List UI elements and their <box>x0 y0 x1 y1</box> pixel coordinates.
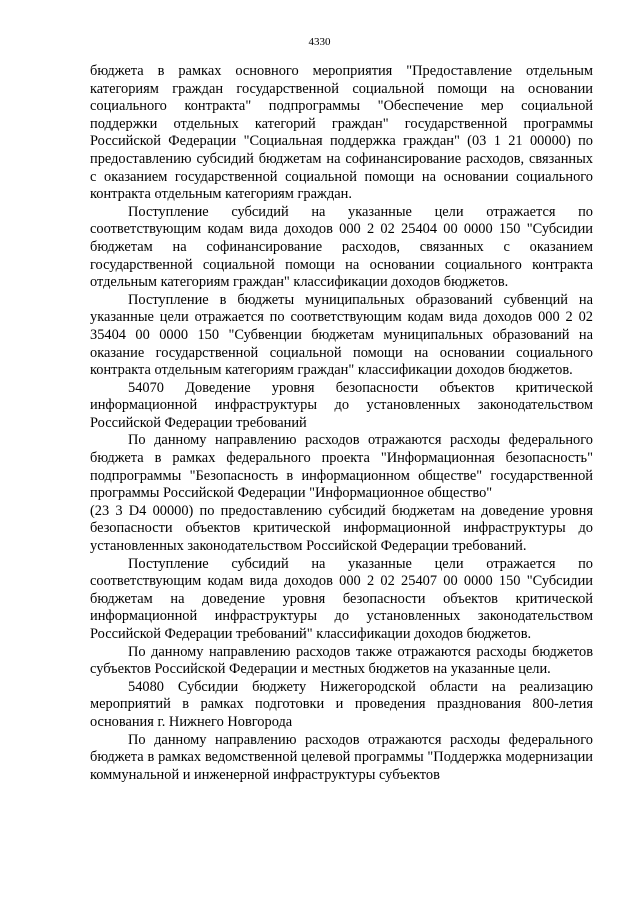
paragraph: По данному направлению расходов также отражаются расходы бюджетов субъектов Российской Федерации и местных бюджетов на указанные цели. <box>90 643 593 678</box>
paragraph: Поступление в бюджеты муниципальных образований субвенций на указанные цели отражается по соответствующим кодам вида доходов 000 2 02 35404 00 0000 150 "Субвенции бюджетам муниципальных образований на оказание государственной социальной помощи на основании социального контракта отдельным категориям граждан" классификации доходов бюджетов. <box>90 291 593 379</box>
page-number: 4330 <box>308 36 331 48</box>
paragraph: По данному направлению расходов отражаются расходы федерального бюджета в рамках ведомственной целевой программы "Поддержка модернизации коммунальной и инженерной инфраструктуры субъектов <box>90 731 593 783</box>
paragraph: (23 3 D4 00000) по предоставлению субсидий бюджетам на доведение уровня безопасности объектов критической информационной инфраструктуры до установленных законодательством Российской Федерации требований. <box>90 502 593 555</box>
section-heading: 54070 Доведение уровня безопасности объектов критической информационной инфраструктуры до установленных законодательством Российской Федерации требований <box>90 379 593 431</box>
paragraph: бюджета в рамках основного мероприятия "Предоставление отдельным категориям граждан государственной социальной помощи на основании социального контракта" подпрограммы "Обеспечение мер социальной поддержки отдельных категорий граждан" государственной программы Российской Федерации "Социальная поддержка граждан" (03 1 21 00000) по предоставлению субсидий бюджетам на софинансирование расходов, связанных с оказанием государственной социальной помощи на основании социального контракта отдельным категориям граждан. <box>90 63 593 203</box>
paragraph: Поступление субсидий на указанные цели отражается по соответствующим кодам вида доходов 000 2 02 25404 00 0000 150 "Субсидии бюджетам на софинансирование расходов, связанных с оказанием государственной социальной помощи на основании социального контракта отдельным категориям граждан" классификации доходов бюджетов. <box>90 203 593 291</box>
paragraph: Поступление субсидий на указанные цели отражается по соответствующим кодам вида доходов 000 2 02 25407 00 0000 150 "Субсидии бюджетам на доведение уровня безопасности объектов критической информационной инфраструктуры до установленных законодательством Российской Федерации требований" классификации доходов бюджетов. <box>90 555 593 642</box>
section-heading: 54080 Субсидии бюджету Нижегородской области на реализацию мероприятий в рамках подготовки и проведения празднования 800-летия основания г. Нижнего Новгорода <box>90 678 593 730</box>
paragraph: По данному направлению расходов отражаются расходы федерального бюджета в рамках федерального проекта "Информационная безопасность" подпрограммы "Безопасность в информационном обществе" государственной программы Российской Федерации "Информационное общество" <box>90 432 593 502</box>
document-body <box>90 63 593 784</box>
